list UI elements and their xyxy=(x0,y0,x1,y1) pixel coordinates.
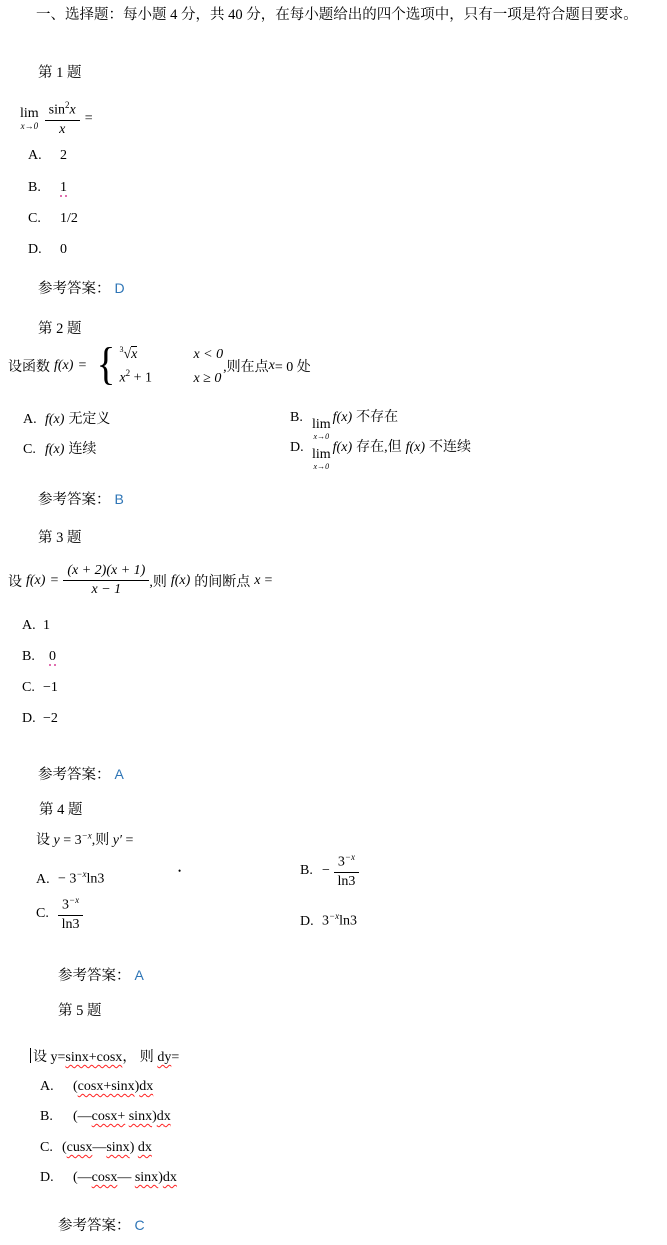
stem-mid: ,则 xyxy=(91,833,113,848)
exponent: −x xyxy=(329,911,340,921)
f-of-x: f(x) xyxy=(170,572,191,588)
open-paren: ( xyxy=(62,1140,67,1155)
ln3-text: ln3 xyxy=(339,913,357,929)
answer-letter: A xyxy=(114,766,124,782)
stem-prefix: 设 y= xyxy=(33,1050,66,1065)
option-value: 1 xyxy=(43,618,50,633)
cube-root-index: 3 xyxy=(119,345,124,355)
q3-option-b xyxy=(22,648,56,665)
option-label: D. xyxy=(22,711,36,726)
option-label: D. xyxy=(28,242,42,257)
fraction-numerator xyxy=(45,100,80,121)
option-label: B. xyxy=(290,410,303,425)
q5-option-c xyxy=(40,1139,152,1156)
option-text: 连续 xyxy=(68,442,97,457)
case1-condition: x < 0 xyxy=(193,347,224,363)
option-label: A. xyxy=(28,148,42,163)
answer-label: 参考答案： xyxy=(38,492,111,508)
x-variable: x xyxy=(268,358,275,373)
q5-title: 第 5 题 xyxy=(58,1003,102,1019)
squiggle-text: cosx+sinx xyxy=(77,1079,135,1094)
option-label: B. xyxy=(28,180,41,195)
option-label: A. xyxy=(40,1079,54,1094)
limit-symbol xyxy=(20,107,39,131)
equals-three: = 3 xyxy=(59,833,82,848)
stem-prefix: 设 xyxy=(8,574,22,590)
answer-label: 参考答案： xyxy=(38,767,111,783)
option-value: 2 xyxy=(60,148,67,163)
fraction-denominator: ln3 xyxy=(337,873,356,889)
stem-mid: ,则 xyxy=(149,574,167,590)
option-label: B. xyxy=(40,1109,53,1124)
dx-squiggle-text: dx xyxy=(139,1079,154,1094)
option-label: C. xyxy=(28,211,41,226)
option-value: −1 xyxy=(43,680,58,695)
option-label: A. xyxy=(22,618,36,633)
option-text: 存在,但 xyxy=(356,440,402,455)
open-paren: (— xyxy=(73,1109,92,1124)
q5-stem xyxy=(30,1046,179,1066)
q1-answer-line xyxy=(38,277,125,298)
q1-option-b xyxy=(28,179,67,196)
option-value: 0 xyxy=(60,242,67,257)
option-value: −2 xyxy=(43,711,58,726)
x-variable: x xyxy=(119,370,126,386)
text-cursor xyxy=(30,1048,31,1063)
q4-option-c xyxy=(36,895,83,933)
case-row-2 xyxy=(119,368,223,387)
option-label: C. xyxy=(23,442,36,457)
squared-superscript: 2 xyxy=(65,100,70,110)
q2-answer-line xyxy=(38,488,124,509)
option-expression: − 3 xyxy=(58,871,77,887)
piecewise-cases xyxy=(119,345,223,387)
equals-sign: = xyxy=(264,572,273,588)
fraction-numerator: (x + 2)(x + 1) xyxy=(63,563,149,581)
q5-option-a xyxy=(40,1078,153,1095)
squared-superscript: 2 xyxy=(125,368,131,379)
q2-option-c xyxy=(23,441,96,458)
q5-option-d xyxy=(40,1169,177,1186)
option-label: C. xyxy=(22,680,35,695)
exponent: −x xyxy=(81,830,92,841)
option-value: 1/2 xyxy=(60,211,78,226)
base-three: 3 xyxy=(62,897,69,913)
fraction xyxy=(45,100,80,138)
fraction-numerator xyxy=(334,852,359,873)
limit-symbol xyxy=(312,418,331,441)
case2-condition: x ≥ 0 xyxy=(193,370,222,386)
base-three: 3 xyxy=(337,854,345,870)
fraction-denominator: x xyxy=(59,121,66,137)
open-paren: ( xyxy=(73,1079,78,1094)
f-of-x: f(x) xyxy=(405,440,426,455)
stem-suffix: 的间断点 xyxy=(194,574,251,590)
option-value-dotted-underline: 0 xyxy=(49,649,56,664)
fraction-numerator xyxy=(58,895,83,916)
close-paren: ) xyxy=(158,1170,163,1185)
answer-label: 参考答案： xyxy=(38,281,111,297)
option-label: A. xyxy=(23,412,37,427)
option-value-dotted-underline: 1 xyxy=(60,180,67,195)
radical-sign: √ xyxy=(123,347,132,363)
q1-option-a xyxy=(28,147,67,164)
f-of-x: f(x) xyxy=(26,572,46,588)
exponent: −x xyxy=(344,852,355,862)
squiggle-text: sinx xyxy=(134,1170,159,1185)
q4-option-a xyxy=(36,866,104,888)
q5-answer-line xyxy=(58,1214,145,1235)
ln3-text: ln3 xyxy=(86,871,105,887)
lim-subscript: x→0 xyxy=(20,120,39,131)
f-of-x: f(x) xyxy=(45,412,65,427)
limit-symbol xyxy=(312,448,331,471)
lim-text: lim xyxy=(312,417,331,432)
case2-expression xyxy=(119,368,193,387)
fraction xyxy=(58,895,83,933)
equals-sign: = xyxy=(78,358,87,373)
q4-option-b xyxy=(300,852,359,890)
q3-option-a xyxy=(22,617,50,634)
q4-option-d xyxy=(300,908,357,930)
option-label: B. xyxy=(300,862,313,878)
answer-label: 参考答案： xyxy=(58,968,131,984)
stem-squiggle-text: sinx+cosx xyxy=(65,1050,123,1065)
q3-option-d xyxy=(22,710,58,727)
exponent: −x xyxy=(69,895,80,905)
lim-text: lim xyxy=(312,447,331,462)
q3-option-c xyxy=(22,679,58,696)
fraction-denominator: x − 1 xyxy=(91,582,122,598)
open-paren: (— xyxy=(73,1170,92,1185)
section-intro-text: 一、选择题：每小题 4 分，共 40 分，在每小题给出的四个选项中，只有一项是符合题目要求。 xyxy=(36,7,638,23)
squiggle-text: sinx xyxy=(128,1109,153,1124)
squiggle-text: cusx xyxy=(66,1140,93,1155)
option-label: A. xyxy=(36,871,50,887)
close-paren: ) xyxy=(134,1079,140,1094)
close-paren: ) xyxy=(129,1140,138,1155)
option-label: B. xyxy=(22,649,35,664)
case1-expression xyxy=(119,345,193,363)
q1-title: 第 1 题 xyxy=(38,65,82,81)
stem-suffix-end: = 0 处 xyxy=(274,360,311,375)
option-expression: 3 xyxy=(322,913,329,929)
minus-sign: − xyxy=(322,862,330,878)
answer-letter: B xyxy=(114,491,124,507)
sin-text: sin xyxy=(48,102,66,118)
stem-suffix: ,则在点 xyxy=(223,360,269,375)
dx-squiggle-text: dx xyxy=(162,1170,177,1185)
fraction xyxy=(334,852,359,890)
option-label: D. xyxy=(290,440,304,455)
f-of-x: f(x) xyxy=(54,358,74,373)
q2-option-d xyxy=(290,439,471,471)
q4-answer-line xyxy=(58,964,144,985)
equals-sign: = xyxy=(50,572,59,588)
dx-squiggle-text: dx xyxy=(137,1140,152,1155)
dy-squiggle-text: dy xyxy=(157,1050,172,1065)
squiggle-text: cosx xyxy=(91,1170,118,1185)
squiggle-text: cosx+ xyxy=(91,1109,126,1124)
dash: — xyxy=(117,1170,135,1185)
radicand: x xyxy=(131,347,138,363)
q2-option-b xyxy=(290,409,398,441)
q2-formula xyxy=(8,338,311,389)
equals-sign: = xyxy=(84,110,93,126)
plus-one: + 1 xyxy=(130,370,153,386)
dash: — xyxy=(92,1140,107,1155)
exponent: −x xyxy=(76,869,87,879)
f-of-x: f(x) xyxy=(332,440,353,455)
equals-sign: = xyxy=(171,1050,180,1065)
option-label: C. xyxy=(36,905,49,921)
q2-title: 第 2 题 xyxy=(38,321,82,337)
option-text: 无定义 xyxy=(68,412,111,427)
equals-sign: = xyxy=(121,833,134,848)
q1-option-c xyxy=(28,210,78,227)
cases-brace: { xyxy=(97,338,116,389)
q3-title: 第 3 题 xyxy=(38,530,82,546)
x-variable: x xyxy=(254,572,261,588)
x-variable: x xyxy=(69,102,76,118)
option-text: 不存在 xyxy=(356,410,399,425)
dx-squiggle-text: dx xyxy=(156,1109,171,1124)
close-paren: ) xyxy=(152,1109,157,1124)
y-variable: y xyxy=(53,833,60,848)
y-prime: y′ xyxy=(112,833,122,848)
q4-title: 第 4 题 xyxy=(39,802,83,818)
answer-letter: C xyxy=(134,1217,145,1233)
answer-letter: D xyxy=(114,280,125,296)
option-label: D. xyxy=(300,913,314,929)
q4-stem xyxy=(36,829,133,849)
q3-answer-line xyxy=(38,763,124,784)
lim-subscript: x→0 xyxy=(313,462,330,471)
answer-label: 参考答案： xyxy=(58,1218,131,1234)
stem-mid: ， 则 xyxy=(122,1050,158,1065)
q1-formula xyxy=(20,100,98,138)
option-text-end: 不连续 xyxy=(429,440,472,455)
squiggle-text: sinx xyxy=(106,1140,130,1155)
fraction xyxy=(63,563,149,598)
answer-letter: A xyxy=(134,967,144,983)
lim-text: lim xyxy=(20,105,39,121)
q1-option-d xyxy=(28,241,67,258)
stray-dot-mark: • xyxy=(178,866,182,876)
f-of-x: f(x) xyxy=(332,410,353,425)
q3-formula xyxy=(8,563,272,598)
case-row-1 xyxy=(119,345,223,363)
option-label: D. xyxy=(40,1170,54,1185)
stem-prefix: 设 xyxy=(36,833,54,848)
q5-option-b xyxy=(40,1108,171,1125)
stem-prefix: 设函数 xyxy=(8,360,50,375)
lim-subscript: x→0 xyxy=(313,432,330,441)
f-of-x: f(x) xyxy=(45,442,65,457)
fraction-denominator: ln3 xyxy=(61,916,80,932)
option-label: C. xyxy=(40,1140,53,1155)
q2-option-a xyxy=(23,411,110,428)
